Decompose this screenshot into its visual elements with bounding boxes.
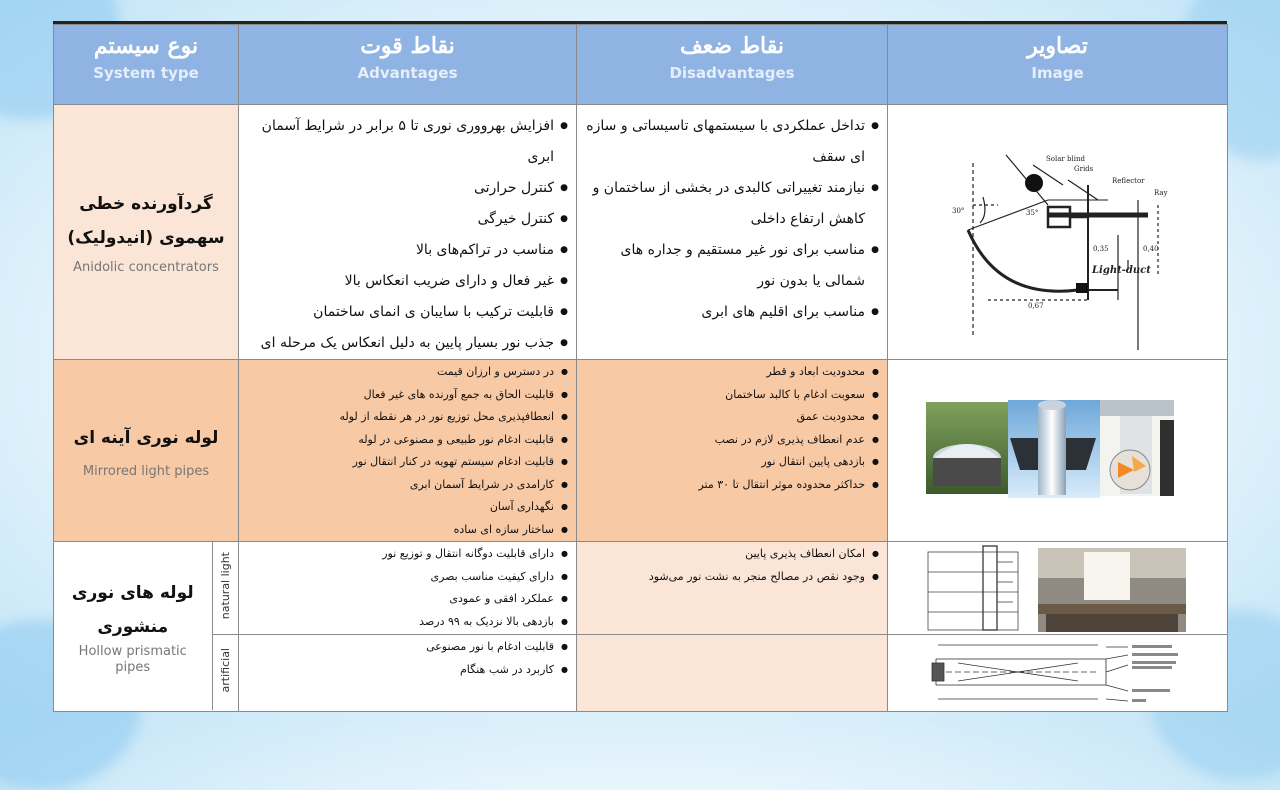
advantages-cell-mirrored — [239, 360, 577, 542]
disadvantages-list-mirrored — [577, 360, 887, 496]
list-item: ● محدودیت ابعاد و قطر — [581, 361, 879, 384]
system-cell-prismatic — [54, 542, 239, 712]
advantages-cell-prismatic-natural — [239, 542, 577, 635]
disadvantages-cell-anidolic — [577, 105, 888, 360]
list-item: ● حداکثر محدوده موثر انتقال تا ۳۰ متر — [581, 474, 879, 497]
label-dim-067: 0,67 — [1028, 302, 1044, 310]
list-item: ● امکان انعطاف پذیری پایین — [581, 543, 879, 566]
prismatic-natural-figures — [888, 542, 1228, 634]
header-image-fa: تصاویر — [1027, 33, 1088, 59]
header-image-en: Image — [1031, 64, 1084, 82]
list-item: ● محدودیت عمق — [581, 406, 879, 429]
header-advantages — [239, 25, 577, 105]
system-name-fa-line2: سهموی (انیدولیک) — [67, 228, 225, 248]
prismatic-name-cell — [54, 542, 212, 710]
advantages-cell-anidolic — [239, 105, 577, 360]
list-item: ● قابلیت ترکیب با سایبان ی انمای ساختمان — [243, 297, 568, 328]
label-ray: Ray — [1154, 189, 1168, 197]
system-name-en-line1: Hollow prismatic — [78, 644, 187, 659]
system-name-fa-line1: لوله های نوری — [71, 583, 194, 603]
system-name-fa-line2: منشوری — [97, 617, 169, 637]
header-system-fa: نوع سیستم — [93, 33, 199, 59]
disadvantages-list-anidolic — [577, 105, 887, 328]
interior-photo — [1038, 548, 1186, 632]
disadvantages-cell-mirrored — [577, 360, 888, 542]
label-dim-040: 0,40 — [1143, 245, 1159, 253]
list-item: ● قابلیت ادغام نور طبیعی و مصنوعی در لوله — [243, 429, 568, 452]
row-prismatic-natural — [54, 542, 1228, 635]
list-item: ● کنترل حرارتی — [243, 173, 568, 204]
list-item: ● انعطافپذیری محل توزیع نور در هر نقطه از لوله — [243, 406, 568, 429]
list-item: ● نگهداری آسان — [243, 496, 568, 519]
list-item: ● کارامدی در شرایط آسمان ابری — [243, 474, 568, 497]
system-name-en: Mirrored light pipes — [82, 463, 210, 479]
sublabel-natural-cell — [212, 542, 239, 634]
label-angle-35: 35° — [1026, 209, 1039, 217]
label-light-duct: Light-duct — [1092, 265, 1151, 276]
label-grids: Grids — [1074, 165, 1094, 173]
mirrored-pipe-photos — [888, 360, 1228, 536]
system-name-fa-line1: گردآورنده خطی — [79, 194, 213, 214]
list-item: ● ساختار سازه ای ساده — [243, 519, 568, 542]
list-item: ● سعوبت ادغام با کالبد ساختمان — [581, 384, 879, 407]
advantages-list-prismatic-natural — [239, 542, 576, 633]
list-item: ● قابلیت ادغام با نور مصنوعی — [243, 636, 568, 659]
photo-section — [1100, 400, 1174, 496]
label-dim-035: 0,35 — [1093, 245, 1109, 253]
list-item: ● افزایش بهرووری نوری تا ۵ برابر در شرایط آسمان ابری — [243, 111, 568, 173]
photo-dome — [926, 402, 1008, 494]
list-item: ● مناسب در تراکم‌های بالا — [243, 235, 568, 266]
list-item: ● عدم انعطاف پذیری لازم در نصب — [581, 429, 879, 452]
disadvantages-cell-prismatic-natural — [577, 542, 888, 635]
list-item: ● دارای قابلیت دوگانه انتقال و توزیع نور — [243, 543, 568, 566]
system-cell-mirrored — [54, 360, 239, 542]
header-system-en: System type — [93, 64, 199, 82]
advantages-list-prismatic-artificial — [239, 635, 576, 681]
system-cell-anidolic — [54, 105, 239, 360]
header-row — [54, 25, 1228, 105]
system-name-en-line2: pipes — [115, 660, 151, 675]
image-cell-anidolic — [888, 105, 1228, 360]
list-item: ● عملکرد افقی و عمودی — [243, 588, 568, 611]
list-item: ● قابلیت ادغام سیستم تهویه در کنار انتقال نور — [243, 451, 568, 474]
list-item: ● بازدهی بالا نزدیک به ۹۹ درصد — [243, 611, 568, 634]
list-item: ● مناسب برای اقلیم های ابری — [581, 297, 879, 328]
list-item: ● تداخل عملکردی با سیستمهای تاسیساتی و سازه ای سقف — [581, 111, 879, 173]
list-item: ● بازدهی پایین انتقال نور — [581, 451, 879, 474]
list-item: ● جذب نور بسیار پایین به دلیل انعکاس یک مرحله ای — [243, 328, 568, 359]
image-cell-prismatic-natural — [888, 542, 1228, 635]
list-item: ● مناسب برای نور غیر مستقیم و جداره های شمالی یا بدون نور — [581, 235, 879, 297]
image-cell-mirrored — [888, 360, 1228, 542]
list-item: ● کنترل خیرگی — [243, 204, 568, 235]
image-cell-prismatic-artificial — [888, 635, 1228, 712]
disadvantages-cell-prismatic-artificial — [577, 635, 888, 712]
anidolic-diagram — [888, 105, 1228, 356]
system-name-fa: لوله نوری آینه ای — [73, 427, 219, 448]
list-item: ● دارای کیفیت مناسب بصری — [243, 566, 568, 589]
list-item: ● وجود نقص در مصالح منجر به نشت نور می‌شود — [581, 566, 879, 589]
header-advantages-en: Advantages — [357, 64, 458, 82]
header-system — [54, 25, 239, 105]
header-disadvantages — [577, 25, 888, 105]
disadvantages-list-prismatic-natural — [577, 542, 887, 588]
building-section-drawing — [928, 546, 1018, 630]
header-advantages-fa: نقاط قوت — [360, 33, 455, 59]
advantages-list-anidolic — [239, 105, 576, 359]
list-item: ● در دسترس و ارزان قیمت — [243, 361, 568, 384]
advantages-cell-prismatic-artificial — [239, 635, 577, 712]
label-solar-blind: Solar blind — [1046, 155, 1085, 163]
advantages-list-mirrored — [239, 360, 576, 541]
sublabel-natural: natural light — [219, 552, 233, 620]
header-disadvantages-fa: نقاط ضعف — [679, 33, 785, 59]
header-disadvantages-en: Disadvantages — [669, 64, 795, 82]
photo-pipe — [1008, 400, 1100, 498]
system-name-en: Anidolic concentrators — [73, 260, 219, 275]
label-reflector: Reflector — [1112, 177, 1145, 185]
header-image — [888, 25, 1228, 105]
list-item: ● قابلیت الحاق به جمع آورنده های غیر فعال — [243, 384, 568, 407]
comparison-table — [53, 24, 1228, 712]
sublabel-artificial-cell — [212, 634, 239, 710]
prismatic-system-subtable — [54, 542, 239, 710]
row-anidolic — [54, 105, 1228, 360]
list-item: ● کاربرد در شب هنگام — [243, 659, 568, 682]
slide-sheet — [53, 21, 1227, 702]
prismatic-artificial-drawing — [888, 635, 1228, 711]
list-item: ● نیازمند تغییراتی کالبدی در بخشی از ساختمان و کاهش ارتفاع داخلی — [581, 173, 879, 235]
row-mirrored — [54, 360, 1228, 542]
sublabel-artificial: artificial — [219, 648, 233, 693]
label-angle-30: 30° — [952, 207, 965, 215]
list-item: ● غیر فعال و دارای ضریب انعکاس بالا — [243, 266, 568, 297]
